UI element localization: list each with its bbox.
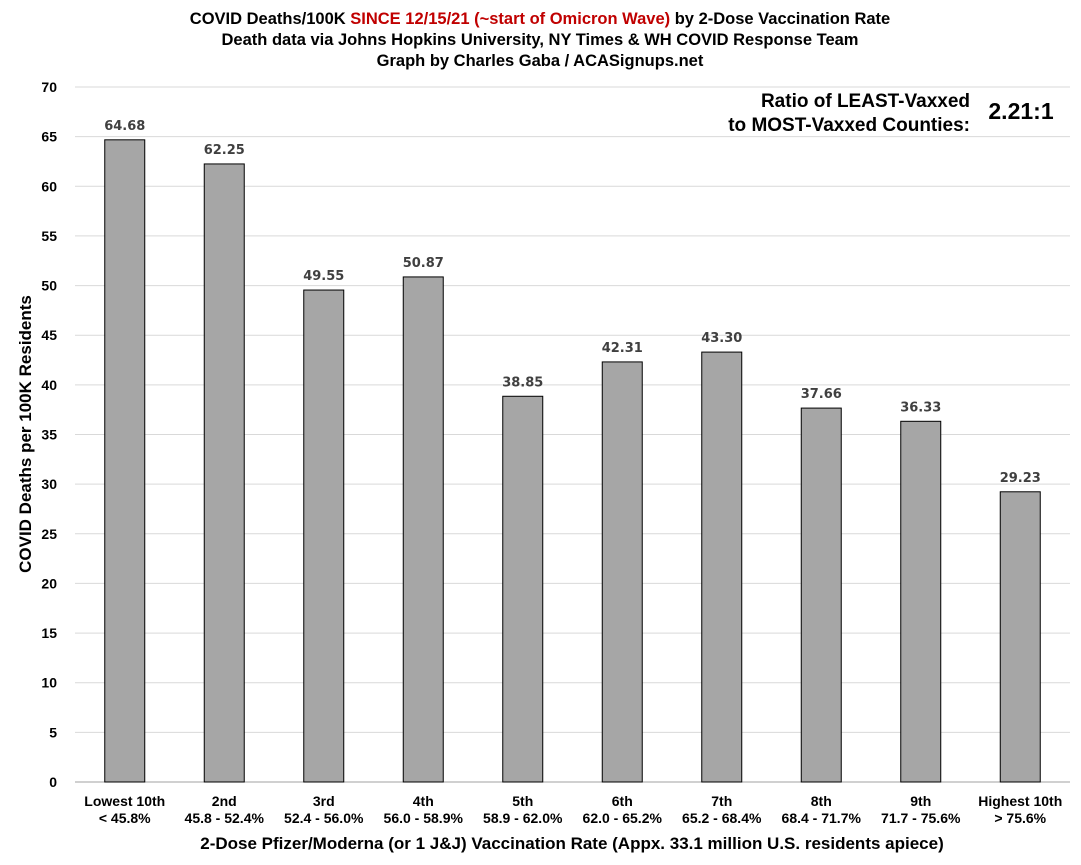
data-label: 36.33 bbox=[900, 400, 942, 416]
x-category-label: 6th bbox=[611, 793, 633, 809]
y-tick-label: 5 bbox=[49, 724, 57, 741]
x-category-label: 4th bbox=[412, 793, 434, 809]
y-tick-label: 40 bbox=[41, 376, 57, 393]
data-label: 42.31 bbox=[601, 340, 643, 356]
x-category-range: 62.0 - 65.2% bbox=[582, 810, 662, 826]
bar bbox=[204, 164, 244, 782]
y-tick-label: 25 bbox=[41, 525, 57, 542]
y-tick-label: 45 bbox=[41, 327, 57, 344]
x-category-range: 58.9 - 62.0% bbox=[483, 810, 563, 826]
data-label: 62.25 bbox=[203, 142, 245, 158]
bar bbox=[1000, 492, 1040, 782]
data-label: 64.68 bbox=[104, 118, 146, 134]
bar bbox=[702, 352, 742, 782]
x-category-range: > 75.6% bbox=[994, 810, 1047, 826]
y-tick-label: 60 bbox=[41, 178, 57, 195]
x-category-range: 45.8 - 52.4% bbox=[184, 810, 264, 826]
bar bbox=[304, 290, 344, 782]
y-tick-label: 20 bbox=[41, 575, 57, 592]
y-tick-label: 30 bbox=[41, 476, 57, 493]
x-category-label: 5th bbox=[512, 793, 534, 809]
bar bbox=[105, 140, 145, 782]
chart-title-line-3: Graph by Charles Gaba / ACASignups.net bbox=[376, 52, 704, 70]
x-category-range: 52.4 - 56.0% bbox=[284, 810, 364, 826]
x-category-range: 71.7 - 75.6% bbox=[881, 810, 961, 826]
x-category-range: 68.4 - 71.7% bbox=[781, 810, 861, 826]
chart-title-line-1 bbox=[190, 10, 890, 28]
y-tick-label: 50 bbox=[41, 277, 57, 294]
data-label: 29.23 bbox=[999, 470, 1041, 486]
y-tick-label: 65 bbox=[41, 128, 57, 145]
x-category-range: 65.2 - 68.4% bbox=[682, 810, 762, 826]
x-category-range: < 45.8% bbox=[98, 810, 151, 826]
ratio-value: 2.21:1 bbox=[988, 98, 1054, 124]
data-label: 49.55 bbox=[303, 269, 345, 285]
bar bbox=[901, 421, 941, 782]
ratio-annotation-line-1: Ratio of LEAST-Vaxxed bbox=[760, 91, 970, 112]
y-tick-label: 0 bbox=[49, 774, 57, 790]
y-tick-label: 55 bbox=[41, 227, 57, 244]
y-tick-label: 70 bbox=[41, 79, 57, 95]
data-label: 50.87 bbox=[402, 255, 444, 271]
title-suffix: by 2-Dose Vaccination Rate bbox=[670, 10, 891, 28]
data-label: 38.85 bbox=[502, 375, 544, 391]
x-category-label: 8th bbox=[810, 793, 832, 809]
x-category-label: 9th bbox=[910, 793, 932, 809]
y-tick-label: 35 bbox=[41, 426, 57, 443]
x-category-label: 7th bbox=[711, 793, 733, 809]
x-category-label: Highest 10th bbox=[978, 793, 1063, 809]
x-axis-title: 2-Dose Pfizer/Moderna (or 1 J&J) Vaccination Rate (Appx. 33.1 million U.S. residents apiece) bbox=[200, 834, 944, 853]
x-category-label: 2nd bbox=[211, 793, 237, 809]
bar bbox=[801, 408, 841, 782]
y-axis-title: COVID Deaths per 100K Residents bbox=[16, 295, 35, 573]
data-label: 37.66 bbox=[800, 387, 842, 403]
x-category-label: Lowest 10th bbox=[84, 793, 166, 809]
title-prefix: COVID Deaths/100K bbox=[189, 10, 351, 28]
x-category-range: 56.0 - 58.9% bbox=[383, 810, 463, 826]
bar bbox=[403, 277, 443, 782]
chart-title-line-2: Death data via Johns Hopkins University, NY Times & WH COVID Response Team bbox=[221, 31, 859, 49]
ratio-annotation-line-2: to MOST-Vaxxed Counties: bbox=[728, 115, 970, 136]
y-axis-ticks bbox=[41, 79, 57, 790]
bar bbox=[503, 396, 543, 782]
data-label: 43.30 bbox=[701, 331, 743, 347]
y-tick-label: 15 bbox=[41, 625, 57, 642]
bar bbox=[602, 362, 642, 782]
x-category-label: 3rd bbox=[312, 793, 335, 809]
title-highlight: SINCE 12/15/21 (~start of Omicron Wave) bbox=[350, 10, 671, 28]
y-tick-label: 10 bbox=[41, 674, 57, 691]
